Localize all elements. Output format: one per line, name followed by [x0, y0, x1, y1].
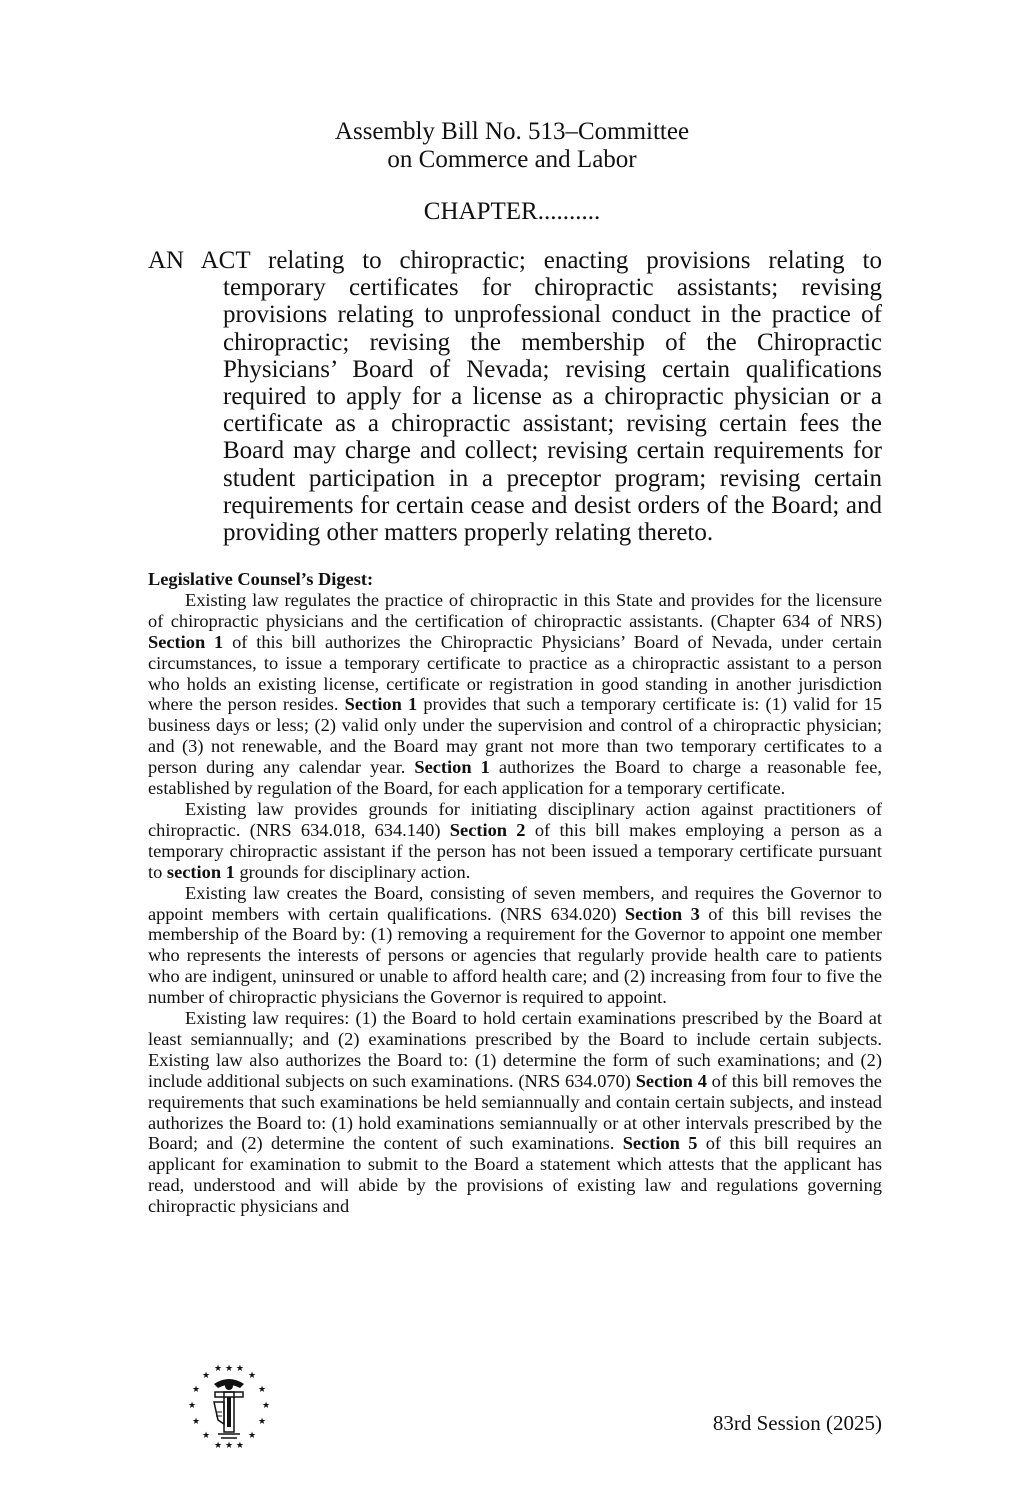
svg-text:★: ★: [261, 1401, 271, 1411]
svg-text:★ ★ ★: ★ ★ ★: [214, 1441, 244, 1451]
digest-paragraph: Existing law creates the Board, consisting of seven members, and requires the Governor to appoint members with certain qualifications. (NRS 634.020) Section 3 of this bill revises the membership of the Board by: (1) removing a requirement for the Governor to appoint one member who represents the interests of persons or agencies that regularly provide health care to patients who are indigent, uninsured or unable to afford health care; and (2) increasing from four to five the number of chiropractic physicians the Governor is required to appoint.: [148, 882, 882, 1008]
svg-text:★ ★ ★: ★ ★ ★: [214, 1364, 244, 1374]
nevada-state-seal-icon: [184, 1362, 274, 1452]
svg-text:★: ★: [187, 1401, 197, 1411]
bill-title: [0, 118, 1024, 174]
digest-paragraph: Existing law requires: (1) the Board to hold certain examinations prescribed by the Board at least semiannually; and (2) examinations prescribed by the Board to include certain subjects. Existing law also authorizes the Board to: (1) determine the form of such examinations; and (2) include additional subjects on such examinations. (NRS 634.070) Section 4 of this bill removes the requirements that such examinations be held semiannually and contain certain subjects, and instead authorizes the Board to: (1) hold examinations semiannually or at other intervals prescribed by the Board; and (2) determine the content of such examinations. Section 5 of this bill requires an applicant for examination to submit to the Board a statement which attests that the applicant has read, understood and will abide by the provisions of existing law and regulations governing chiropractic physicians and: [148, 1008, 882, 1217]
svg-text:★: ★: [191, 1417, 201, 1427]
svg-text:★: ★: [247, 1431, 257, 1441]
session-label: 83rd Session (2025): [712, 1411, 882, 1435]
committee-line: on Commerce and Labor: [387, 146, 637, 173]
legislative-digest: [148, 569, 882, 1217]
svg-text:★: ★: [257, 1417, 267, 1427]
act-summary: AN ACT relating to chiropractic; enacting provisions relating to temporary certificates for chiropractic assistants; revising provisions relating to unprofessional conduct in the practice of chiropractic; revising the membership of the Chiropractic Physicians’ Board of Nevada; revising certain qualifications required to apply for a license as a chiropractic physician or a certificate as a chiropractic assistant; revising certain fees the Board may charge and collect; revising certain requirements for student participation in a preceptor program; revising certain requirements for certain cease and desist orders of the Board; and providing other matters properly relating thereto.: [148, 247, 882, 547]
chapter-line: CHAPTER..........: [423, 198, 601, 225]
svg-text:★: ★: [247, 1371, 257, 1381]
digest-heading: Legislative Counsel’s Digest:: [148, 569, 374, 589]
digest-paragraph: Existing law provides grounds for initiating disciplinary action against practitioners of chiropractic. (NRS 634.018, 634.140) Section 2 of this bill makes employing a person as a temporary chiropractic assistant if the person has not been issued a temporary certificate pursuant to section 1 grounds for disciplinary action.: [148, 798, 882, 882]
svg-text:★: ★: [191, 1385, 201, 1395]
svg-text:★: ★: [201, 1371, 211, 1381]
svg-text:★: ★: [201, 1431, 211, 1441]
svg-text:★: ★: [257, 1385, 267, 1395]
bill-number-line: Assembly Bill No. 513–Committee: [334, 118, 690, 145]
digest-paragraph: Existing law regulates the practice of chiropractic in this State and provides for the licensure of chiropractic physicians and the certification of chiropractic assistants. (Chapter 634 of NRS) Section 1 of this bill authorizes the Chiropractic Physicians’ Board of Nevada, under certain circumstances, to issue a temporary certificate to practice as a chiropractic assistant to a person who holds an existing license, certificate or registration in good standing in another jurisdiction where the person resides. Section 1 provides that such a temporary certificate is: (1) valid for 15 business days or less; (2) valid only under the supervision and control of a chiropractic physician; and (3) not renewable, and the Board may grant not more than two temporary certificates to a person during any calendar year. Section 1 authorizes the Board to charge a reasonable fee, established by regulation of the Board, for each application for a temporary certificate.: [148, 589, 882, 799]
